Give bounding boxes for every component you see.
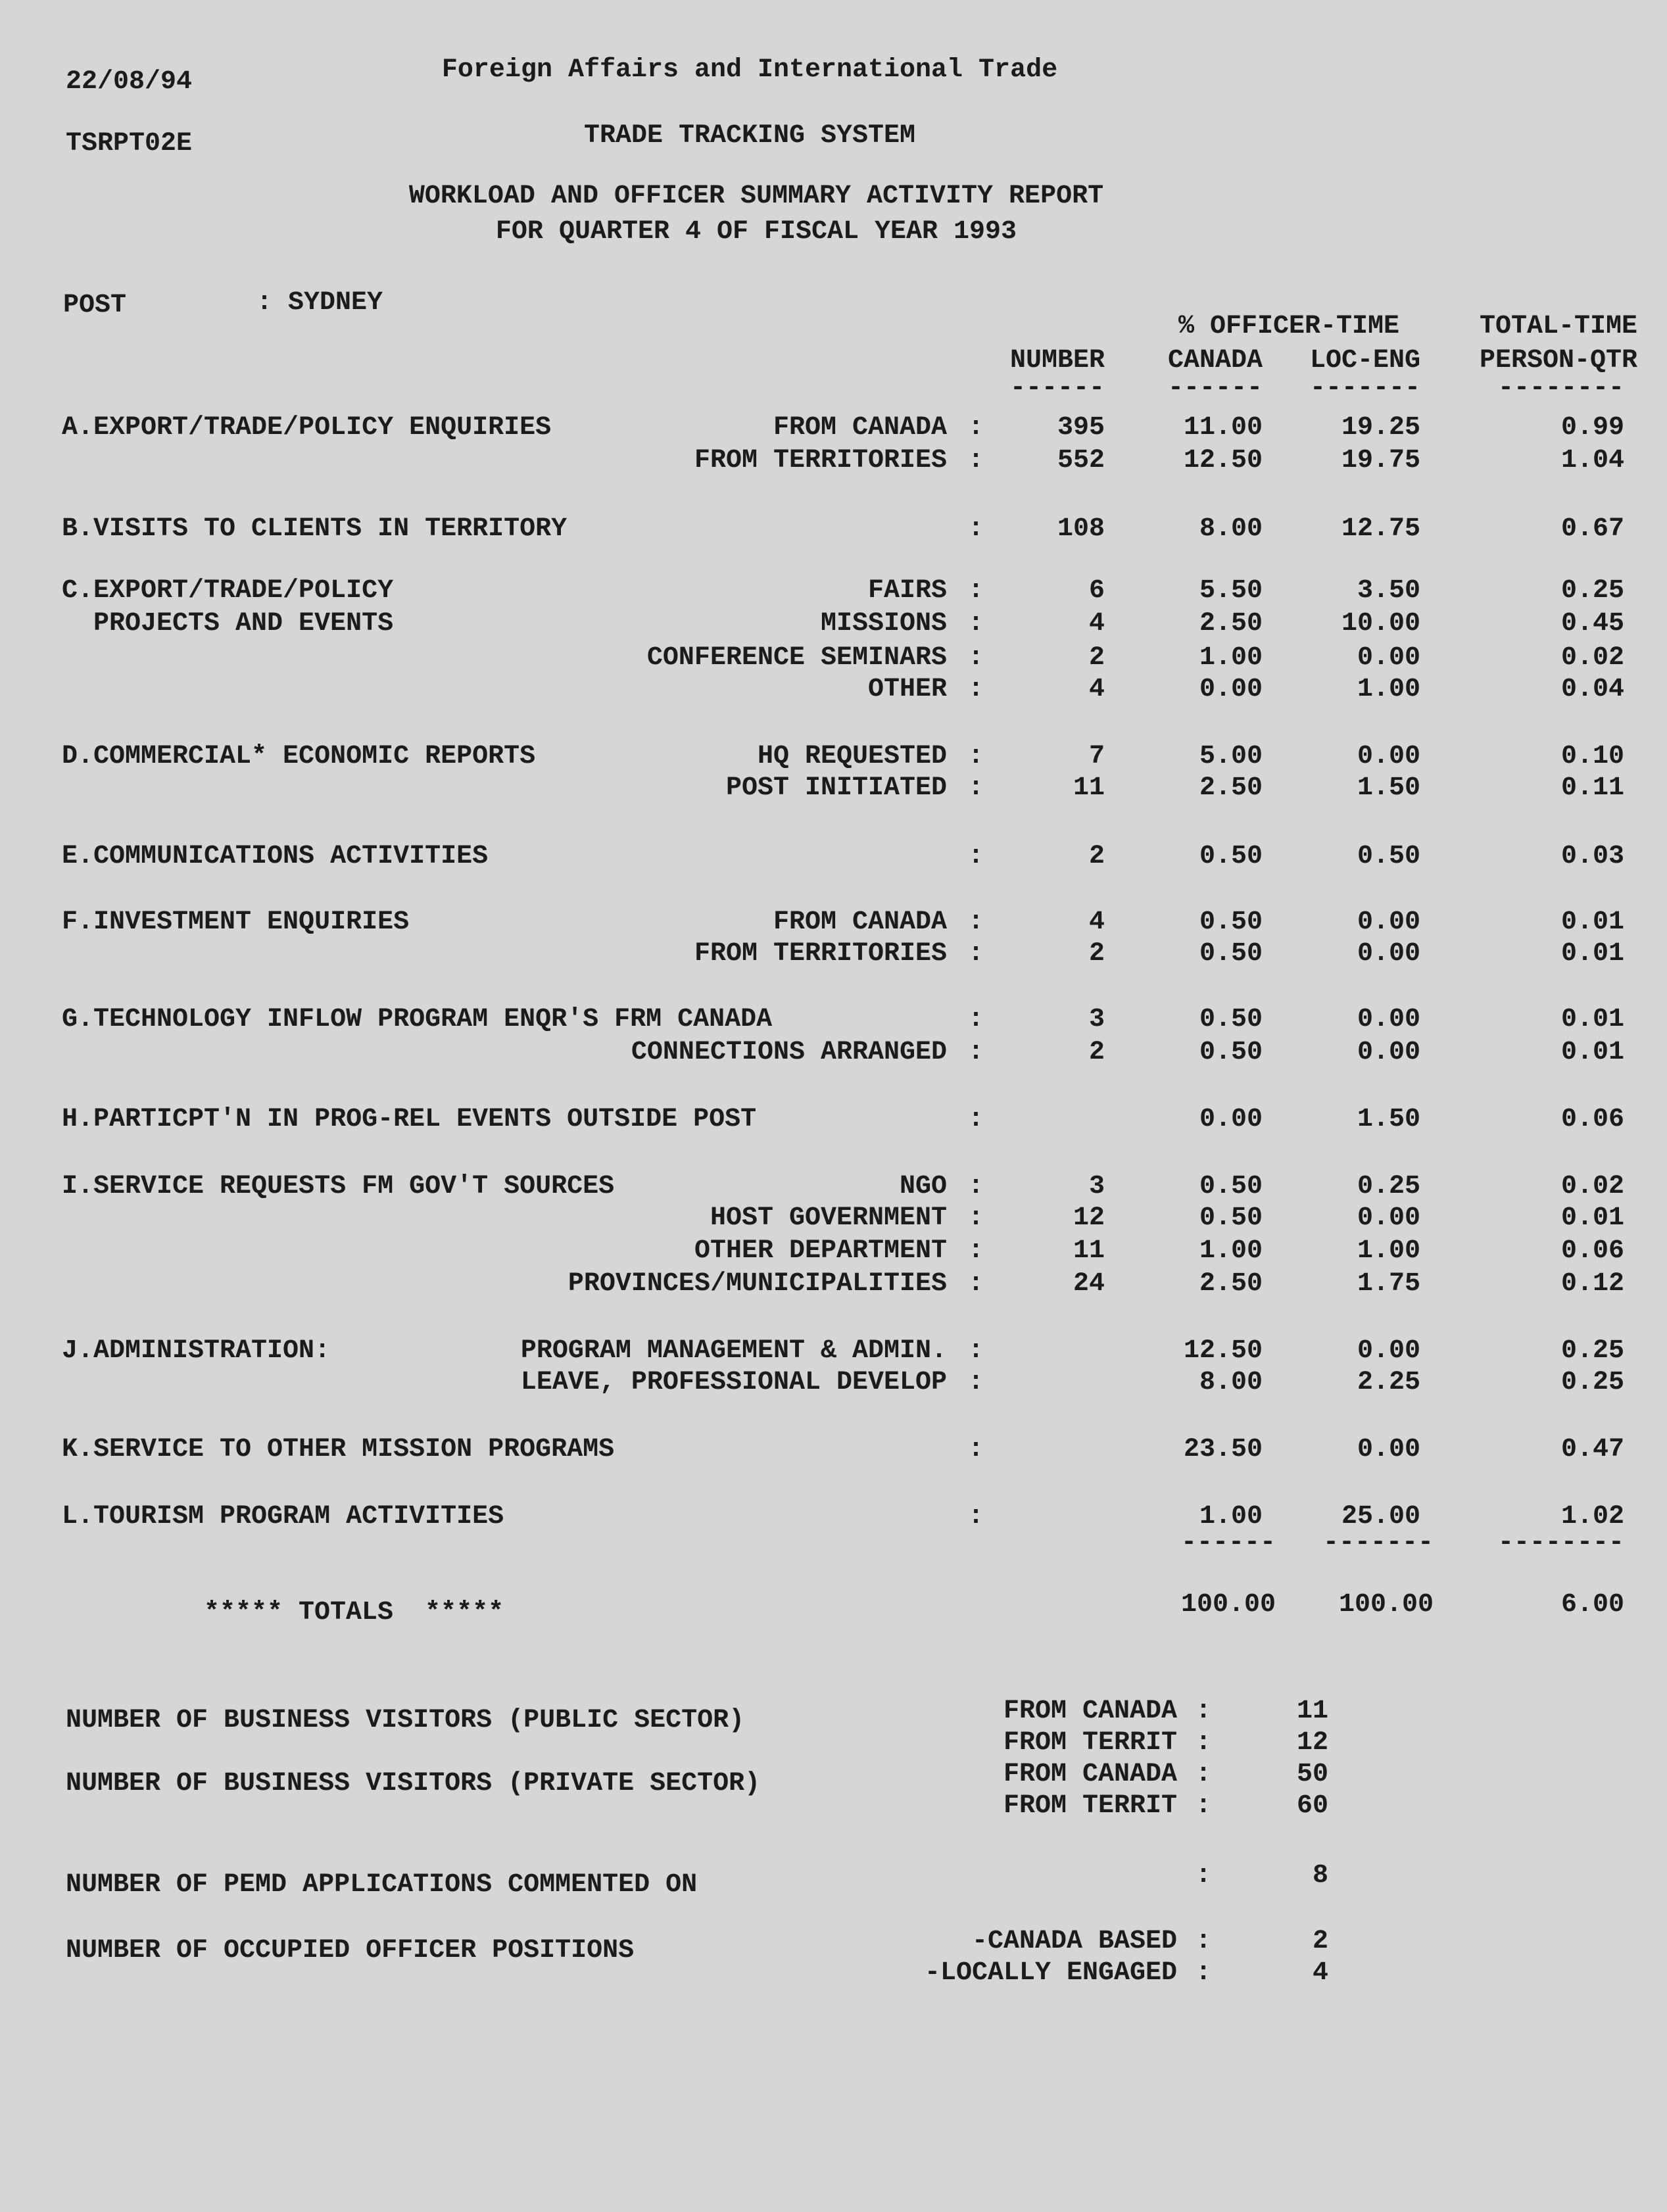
row-sublabel: POST INITIATED xyxy=(725,773,947,803)
row-total-time: 1.02 xyxy=(1560,1502,1624,1531)
row-total-time: 0.04 xyxy=(1560,675,1624,704)
row-total-time: 0.02 xyxy=(1560,1172,1624,1201)
row-total-time: 0.25 xyxy=(1560,576,1624,606)
totals-label: ***** TOTALS ***** xyxy=(204,1598,504,1627)
row-loc-eng: 0.25 xyxy=(1357,1172,1420,1201)
row-total-time: 0.67 xyxy=(1560,514,1624,544)
row-colon: : xyxy=(968,609,984,638)
row-canada: 1.00 xyxy=(1199,1236,1263,1266)
row-sublabel: OTHER xyxy=(867,675,947,704)
row-sublabel: FROM CANADA xyxy=(773,413,947,443)
row-label: A.EXPORT/TRADE/POLICY ENQUIRIES xyxy=(62,413,552,443)
row-canada: 0.50 xyxy=(1199,1038,1263,1067)
row-canada: 5.00 xyxy=(1199,742,1263,771)
footer-value: 12 xyxy=(1296,1728,1328,1758)
row-label: L.TOURISM PROGRAM ACTIVITIES xyxy=(62,1502,504,1531)
row-sublabel: OTHER DEPARTMENT xyxy=(694,1236,947,1266)
row-loc-eng: 3.50 xyxy=(1357,576,1420,606)
row-loc-eng: 25.00 xyxy=(1341,1502,1420,1531)
footer-sublabel: -CANADA BASED xyxy=(971,1927,1177,1956)
row-colon: : xyxy=(968,1236,984,1266)
col-number: NUMBER xyxy=(1009,346,1105,375)
row-sublabel: PROVINCES/MUNICIPALITIES xyxy=(568,1269,947,1299)
row-total-time: 0.01 xyxy=(1560,907,1624,937)
row-number: 4 xyxy=(1088,675,1105,704)
totals-loc: 100.00 xyxy=(1338,1590,1434,1620)
footer-sublabel: FROM TERRIT xyxy=(1003,1728,1177,1758)
row-sublabel: LEAVE, PROFESSIONAL DEVELOP xyxy=(520,1368,947,1397)
row-canada: 1.00 xyxy=(1199,1502,1263,1531)
report-subtitle: FOR QUARTER 4 OF FISCAL YEAR 1993 xyxy=(495,217,1017,247)
row-number: 2 xyxy=(1088,1038,1105,1067)
row-total-time: 0.25 xyxy=(1560,1336,1624,1366)
row-loc-eng: 1.75 xyxy=(1357,1269,1420,1299)
row-sublabel: HQ REQUESTED xyxy=(757,742,947,771)
row-loc-eng: 0.00 xyxy=(1357,1038,1420,1067)
row-colon: : xyxy=(968,1203,984,1233)
row-number: 4 xyxy=(1088,609,1105,638)
row-canada: 0.50 xyxy=(1199,1172,1263,1201)
row-total-time: 0.06 xyxy=(1560,1236,1624,1266)
row-total-time: 0.01 xyxy=(1560,1005,1624,1034)
row-number: 2 xyxy=(1088,643,1105,673)
row-loc-eng: 0.00 xyxy=(1357,742,1420,771)
post-value: : SYDNEY xyxy=(256,288,383,318)
row-label: I.SERVICE REQUESTS FM GOV'T SOURCES xyxy=(62,1172,615,1201)
footer-colon: : xyxy=(1196,1927,1212,1956)
row-label: B.VISITS TO CLIENTS IN TERRITORY xyxy=(62,514,568,544)
footer-label: NUMBER OF PEMD APPLICATIONS COMMENTED ON xyxy=(66,1870,698,1900)
row-label: G.TECHNOLOGY INFLOW PROGRAM ENQR'S FRM CANADA xyxy=(62,1005,773,1034)
footer-colon: : xyxy=(1196,1791,1212,1821)
row-canada: 2.50 xyxy=(1199,1269,1263,1299)
row-total-time: 0.01 xyxy=(1560,1038,1624,1067)
row-canada: 2.50 xyxy=(1199,773,1263,803)
row-total-time: 0.99 xyxy=(1560,413,1624,443)
row-colon: : xyxy=(968,576,984,606)
row-sublabel: FROM TERRITORIES xyxy=(694,939,947,969)
row-number: 395 xyxy=(1057,413,1105,443)
row-canada: 5.50 xyxy=(1199,576,1263,606)
row-sublabel: FROM TERRITORIES xyxy=(694,446,947,475)
row-loc-eng: 0.00 xyxy=(1357,1336,1420,1366)
row-canada: 12.50 xyxy=(1183,446,1263,475)
row-loc-eng: 0.00 xyxy=(1357,907,1420,937)
row-canada: 0.50 xyxy=(1199,1203,1263,1233)
totals-rule-loc: ------- xyxy=(1322,1528,1434,1558)
row-total-time: 0.02 xyxy=(1560,643,1624,673)
row-canada: 11.00 xyxy=(1183,413,1263,443)
report-id: TSRPT02E xyxy=(66,129,193,158)
footer-value: 60 xyxy=(1296,1791,1328,1821)
row-number: 24 xyxy=(1073,1269,1105,1299)
row-colon: : xyxy=(968,1368,984,1397)
row-canada: 0.50 xyxy=(1199,1005,1263,1034)
row-loc-eng: 0.00 xyxy=(1357,1435,1420,1464)
row-colon: : xyxy=(968,907,984,937)
row-sublabel: FROM CANADA xyxy=(773,907,947,937)
row-total-time: 0.12 xyxy=(1560,1269,1624,1299)
footer-label: NUMBER OF BUSINESS VISITORS (PUBLIC SECTOR) xyxy=(66,1706,745,1735)
row-loc-eng: 0.00 xyxy=(1357,643,1420,673)
row-loc-eng: 10.00 xyxy=(1341,609,1420,638)
row-colon: : xyxy=(968,1269,984,1299)
row-colon: : xyxy=(968,514,984,544)
footer-colon: : xyxy=(1196,1958,1212,1988)
row-colon: : xyxy=(968,413,984,443)
row-number: 7 xyxy=(1088,742,1105,771)
row-loc-eng: 12.75 xyxy=(1341,514,1420,544)
row-colon: : xyxy=(968,643,984,673)
row-canada: 0.50 xyxy=(1199,842,1263,871)
footer-label: NUMBER OF BUSINESS VISITORS (PRIVATE SECTOR) xyxy=(66,1769,761,1798)
row-colon: : xyxy=(968,1502,984,1531)
row-total-time: 0.06 xyxy=(1560,1105,1624,1134)
row-loc-eng: 19.75 xyxy=(1341,446,1420,475)
row-label: F.INVESTMENT ENQUIRIES xyxy=(62,907,410,937)
row-number: 11 xyxy=(1073,773,1105,803)
row-canada: 1.00 xyxy=(1199,643,1263,673)
row-sublabel: CONFERENCE SEMINARS xyxy=(646,643,947,673)
col-loc-eng: LOC-ENG xyxy=(1309,346,1420,375)
row-colon: : xyxy=(968,1038,984,1067)
footer-value: 50 xyxy=(1296,1760,1328,1789)
row-canada: 2.50 xyxy=(1199,609,1263,638)
footer-sublabel: FROM TERRIT xyxy=(1003,1791,1177,1821)
row-loc-eng: 0.00 xyxy=(1357,939,1420,969)
row-label: J.ADMINISTRATION: xyxy=(62,1336,331,1366)
row-total-time: 0.03 xyxy=(1560,842,1624,871)
row-colon: : xyxy=(968,1435,984,1464)
row-canada: 0.00 xyxy=(1199,1105,1263,1134)
footer-label: NUMBER OF OCCUPIED OFFICER POSITIONS xyxy=(66,1936,635,1965)
rule-loc-eng: ------- xyxy=(1309,373,1420,403)
row-loc-eng: 1.00 xyxy=(1357,675,1420,704)
rule-number: ------ xyxy=(1009,373,1105,403)
row-sublabel: FAIRS xyxy=(867,576,947,606)
rule-canada: ------ xyxy=(1167,373,1263,403)
row-canada: 0.50 xyxy=(1199,907,1263,937)
row-total-time: 0.45 xyxy=(1560,609,1624,638)
row-loc-eng: 1.50 xyxy=(1357,1105,1420,1134)
row-label: C.EXPORT/TRADE/POLICY xyxy=(62,576,394,606)
row-colon: : xyxy=(968,1172,984,1201)
row-number: 2 xyxy=(1088,939,1105,969)
row-loc-eng: 0.50 xyxy=(1357,842,1420,871)
row-number: 3 xyxy=(1088,1172,1105,1201)
row-canada: 8.00 xyxy=(1199,1368,1263,1397)
footer-sublabel: -LOCALLY ENGAGED xyxy=(924,1958,1177,1988)
row-number: 6 xyxy=(1088,576,1105,606)
row-canada: 0.00 xyxy=(1199,675,1263,704)
row-canada: 8.00 xyxy=(1199,514,1263,544)
row-loc-eng: 0.00 xyxy=(1357,1005,1420,1034)
row-colon: : xyxy=(968,842,984,871)
row-number: 3 xyxy=(1088,1005,1105,1034)
row-sublabel: PROGRAM MANAGEMENT & ADMIN. xyxy=(520,1336,947,1366)
row-total-time: 0.01 xyxy=(1560,1203,1624,1233)
row-label: PROJECTS AND EVENTS xyxy=(62,609,394,638)
row-colon: : xyxy=(968,1105,984,1134)
row-total-time: 0.10 xyxy=(1560,742,1624,771)
row-label: D.COMMERCIAL* ECONOMIC REPORTS xyxy=(62,742,536,771)
row-label: H.PARTICPT'N IN PROG-REL EVENTS OUTSIDE POST xyxy=(62,1105,757,1134)
row-number: 11 xyxy=(1073,1236,1105,1266)
row-label: E.COMMUNICATIONS ACTIVITIES xyxy=(62,842,489,871)
row-colon: : xyxy=(968,446,984,475)
totals-rule-total: -------- xyxy=(1497,1528,1624,1558)
row-colon: : xyxy=(968,773,984,803)
row-colon: : xyxy=(968,939,984,969)
footer-sublabel: FROM CANADA xyxy=(1003,1760,1177,1789)
row-canada: 12.50 xyxy=(1183,1336,1263,1366)
row-canada: 0.50 xyxy=(1199,939,1263,969)
footer-value: 11 xyxy=(1296,1696,1328,1726)
row-loc-eng: 1.00 xyxy=(1357,1236,1420,1266)
org-title: Foreign Affairs and International Trade xyxy=(441,55,1058,85)
row-loc-eng: 1.50 xyxy=(1357,773,1420,803)
footer-value: 2 xyxy=(1312,1927,1328,1956)
row-colon: : xyxy=(968,742,984,771)
row-total-time: 0.25 xyxy=(1560,1368,1624,1397)
row-colon: : xyxy=(968,1005,984,1034)
row-canada: 23.50 xyxy=(1183,1435,1263,1464)
row-colon: : xyxy=(968,1336,984,1366)
totals-rule-canada: ------ xyxy=(1180,1528,1276,1558)
row-number: 4 xyxy=(1088,907,1105,937)
row-total-time: 0.01 xyxy=(1560,939,1624,969)
row-number: 12 xyxy=(1073,1203,1105,1233)
footer-colon: : xyxy=(1196,1760,1212,1789)
row-total-time: 0.47 xyxy=(1560,1435,1624,1464)
row-sublabel: NGO xyxy=(899,1172,947,1201)
post-label: POST xyxy=(63,291,127,320)
footer-value: 4 xyxy=(1312,1958,1328,1988)
row-number: 552 xyxy=(1057,446,1105,475)
system-title: TRADE TRACKING SYSTEM xyxy=(583,121,916,151)
row-sublabel: HOST GOVERNMENT xyxy=(710,1203,947,1233)
row-sublabel: CONNECTIONS ARRANGED xyxy=(631,1038,947,1067)
row-label: K.SERVICE TO OTHER MISSION PROGRAMS xyxy=(62,1435,615,1464)
row-total-time: 1.04 xyxy=(1560,446,1624,475)
footer-colon: : xyxy=(1196,1861,1212,1890)
report-title: WORKLOAD AND OFFICER SUMMARY ACTIVITY REPORT xyxy=(408,181,1104,211)
footer-value: 8 xyxy=(1312,1861,1328,1890)
row-number: 2 xyxy=(1088,842,1105,871)
col-total-time: TOTAL-TIME xyxy=(1479,312,1637,341)
totals-total: 6.00 xyxy=(1560,1590,1624,1620)
row-total-time: 0.11 xyxy=(1560,773,1624,803)
col-person-qtr: PERSON-QTR xyxy=(1479,346,1637,375)
row-loc-eng: 2.25 xyxy=(1357,1368,1420,1397)
row-loc-eng: 0.00 xyxy=(1357,1203,1420,1233)
row-number: 108 xyxy=(1057,514,1105,544)
row-loc-eng: 19.25 xyxy=(1341,413,1420,443)
rule-total: -------- xyxy=(1497,373,1624,403)
footer-sublabel: FROM CANADA xyxy=(1003,1696,1177,1726)
report-date: 22/08/94 xyxy=(66,67,193,97)
footer-colon: : xyxy=(1196,1696,1212,1726)
col-canada: CANADA xyxy=(1167,346,1263,375)
row-sublabel: MISSIONS xyxy=(820,609,947,638)
totals-canada: 100.00 xyxy=(1180,1590,1276,1620)
footer-colon: : xyxy=(1196,1728,1212,1758)
row-colon: : xyxy=(968,675,984,704)
col-officer-time: % OFFICER-TIME xyxy=(1178,312,1400,341)
